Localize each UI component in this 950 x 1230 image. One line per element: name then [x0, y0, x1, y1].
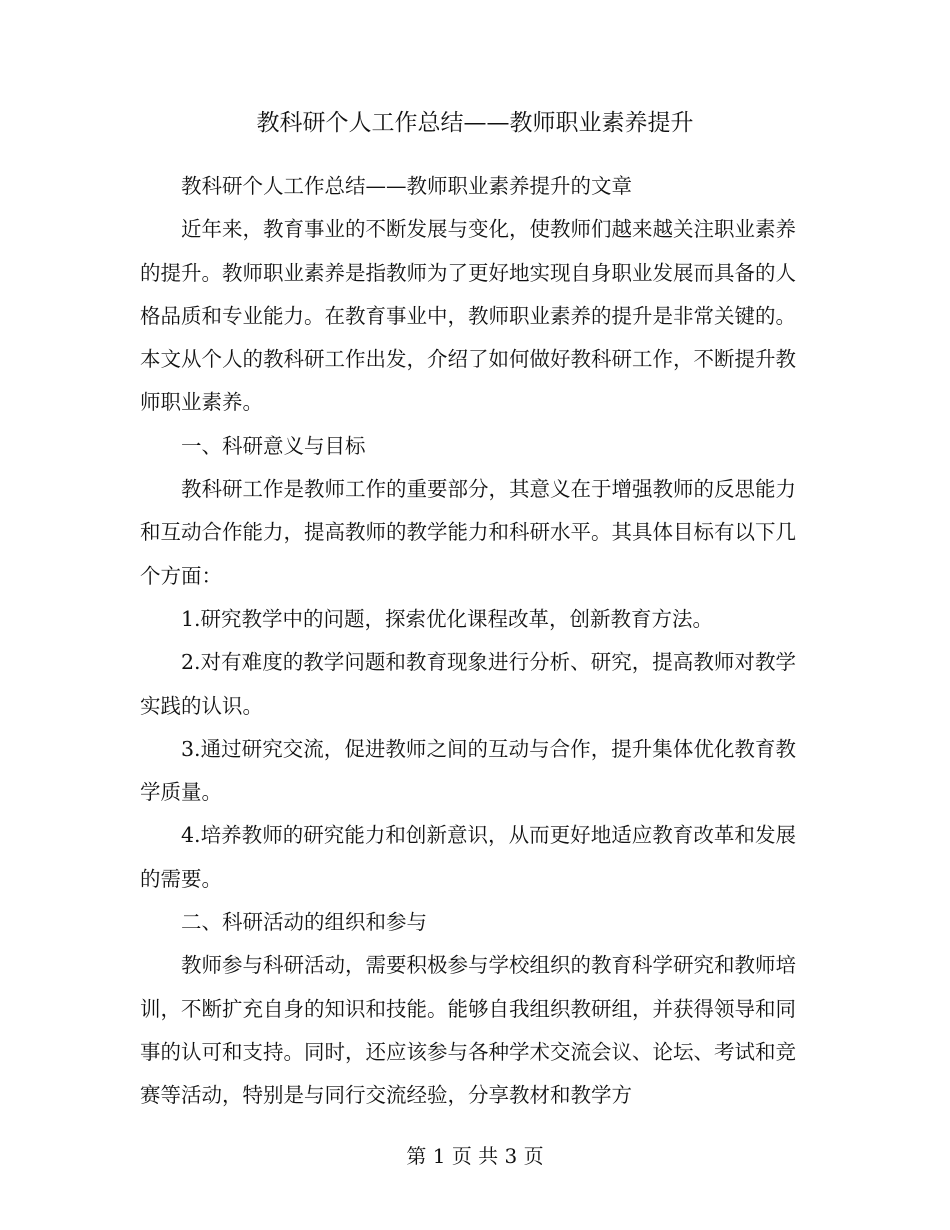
list-item-2: 2.对有难度的教学问题和教育现象进行分析、研究，提高教师对教学实践的认识。 — [140, 650, 796, 718]
page-number-footer: 第 1 页 共 3 页 — [406, 1144, 544, 1168]
section-1-paragraph: 教科研工作是教师工作的重要部分，其意义在于增强教师的反思能力和互动合作能力，提高教师的教学能力和科研水平。其具体目标有以下几个方面： — [140, 477, 796, 588]
list-item-4: 4.培养教师的研究能力和创新意识，从而更好地适应教育改革和发展的需要。 — [140, 823, 796, 891]
section-heading-2: 二、科研活动的组织和参与 — [181, 910, 427, 935]
intro-heading-paragraph: 教科研个人工作总结——教师职业素养提升的文章 — [181, 174, 632, 198]
document-title: 教科研个人工作总结——教师职业素养提升 — [256, 110, 694, 136]
document-body — [140, 165, 796, 1118]
list-item-1: 1.研究教学中的问题，探索优化课程改革，创新教育方法。 — [181, 606, 714, 631]
section-2-paragraph: 教师参与科研活动，需要积极参与学校组织的教育科学研究和教师培训，不断扩充自身的知识和技能。能够自我组织教研组，并获得领导和同事的认可和支持。同时，还应该参与各种学术交流会议、论坛、考试和竞赛等活动，特别是与同行交流经验，分享教材和教学方 — [140, 953, 796, 1108]
intro-paragraph: 近年来，教育事业的不断发展与变化，使教师们越来越关注职业素养的提升。教师职业素养是指教师为了更好地实现自身职业发展而具备的人格品质和专业能力。在教育事业中，教师职业素养的提升是非常关键的。本文从个人的教科研工作出发，介绍了如何做好教科研工作，不断提升教师职业素养。 — [140, 217, 796, 415]
section-heading-1: 一、科研意义与目标 — [181, 433, 366, 458]
list-item-3: 3.通过研究交流，促进教师之间的互动与合作，提升集体优化教育教学质量。 — [140, 736, 796, 805]
